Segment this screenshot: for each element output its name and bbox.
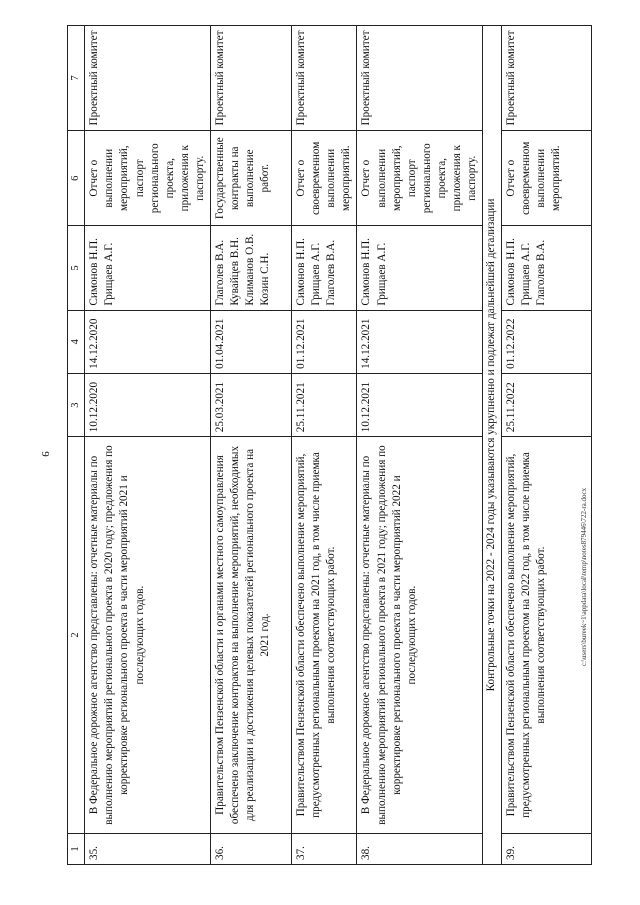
column-number: 5	[68, 226, 85, 310]
start-date: 10.12.2020	[85, 373, 211, 436]
result-document: Отчет о выполнении мероприятий, паспорт регионального проекта, приложения к паспорту.	[357, 130, 483, 226]
section-note: Контрольные точки на 2022 - 2024 годы указываются укрупненно и подлежат дальнейшей детализации	[483, 26, 501, 865]
end-date: 01.12.2022	[501, 310, 591, 373]
row-number: 39.	[501, 833, 591, 864]
start-date: 25.11.2022	[501, 373, 591, 436]
responsible-persons: Глаголев В.А. Кувайцев В.Н. Климанов О.В. Козин С.Н.	[211, 226, 292, 310]
responsible-persons: Симонов Н.П. Грищаев А.Г. Глаголев В.А.	[292, 226, 357, 310]
end-date: 14.12.2020	[85, 310, 211, 373]
section-note-row	[483, 26, 501, 865]
table-row	[501, 26, 591, 865]
column-number: 1	[68, 833, 85, 864]
table-row	[85, 26, 211, 865]
control-level: Проектный комитет	[292, 26, 357, 131]
column-number: 3	[68, 373, 85, 436]
table-row	[357, 26, 483, 865]
event-description: В Федеральное дорожное агентство представлены: отчетные материалы по выполнению мероприятий регионального проекта в 2021 году; предложения по корректировке регионального проекта в части мероприятий 2022 и последующих годов.	[357, 437, 483, 834]
column-number: 7	[68, 26, 85, 131]
result-document: Отчет о своевременном выполнении мероприятий.	[292, 130, 357, 226]
event-description: В Федеральное дорожное агентство представлены: отчетные материалы по выполнению мероприятий регионального проекта в 2020 году; предложения по корректировке регионального проекта в части мероприятий 2021 и последующих годов.	[85, 437, 211, 834]
end-date: 01.04.2021	[211, 310, 292, 373]
table-row	[211, 26, 292, 865]
file-path-footer: c:\users\bureek~1\appdata\local\temp\notes879446\722-ra.docx	[580, 487, 588, 666]
result-document: Отчет о своевременном выполнении мероприятий.	[501, 130, 591, 226]
row-number: 35.	[85, 833, 211, 864]
column-number: 2	[68, 437, 85, 834]
end-date: 14.12.2021	[357, 310, 483, 373]
page-number: 9	[39, 451, 51, 457]
control-level: Проектный комитет	[85, 26, 211, 131]
table-row	[292, 26, 357, 865]
start-date: 25.03.2021	[211, 373, 292, 436]
row-number: 36.	[211, 833, 292, 864]
start-date: 10.12.2021	[357, 373, 483, 436]
row-number: 37.	[292, 833, 357, 864]
start-date: 25.11.2021	[292, 373, 357, 436]
end-date: 01.12.2021	[292, 310, 357, 373]
column-number: 4	[68, 310, 85, 373]
column-number-row	[68, 26, 85, 865]
responsible-persons: Симонов Н.П. Грищаев А.Г.	[85, 226, 211, 310]
rotated-table-container	[67, 25, 597, 865]
control-level: Проектный комитет	[357, 26, 483, 131]
control-level: Проектный комитет	[211, 26, 292, 131]
result-document: Отчет о выполнении мероприятий, паспорт регионального проекта, приложения к паспорту.	[85, 130, 211, 226]
control-level: Проектный комитет	[501, 26, 591, 131]
result-document: Государственные контракты на выполнение работ.	[211, 130, 292, 226]
event-description: Правительством Пензенской области обеспечено выполнение мероприятий, предусмотренных региональным проектом на 2022 год, в том числе приемка выполнения соответствующих работ.	[501, 437, 591, 834]
responsible-persons: Симонов Н.П. Грищаев А.Г.	[357, 226, 483, 310]
control-points-table	[67, 25, 592, 865]
event-description: Правительством Пензенской области обеспечено выполнение мероприятий, предусмотренных региональным проектом на 2021 год, в том числе приемка выполнения соответствующих работ.	[292, 437, 357, 834]
row-number: 38.	[357, 833, 483, 864]
column-number: 6	[68, 130, 85, 226]
event-description: Правительством Пензенской области и органами местного самоуправления обеспечено заключение контрактов на выполнение мероприятий, необходимых для реализации и достижения целевых показателей регионального проекта на 2021 год.	[211, 437, 292, 834]
responsible-persons: Симонов Н.П. Грищаев А.Г. Глаголев В.А.	[501, 226, 591, 310]
